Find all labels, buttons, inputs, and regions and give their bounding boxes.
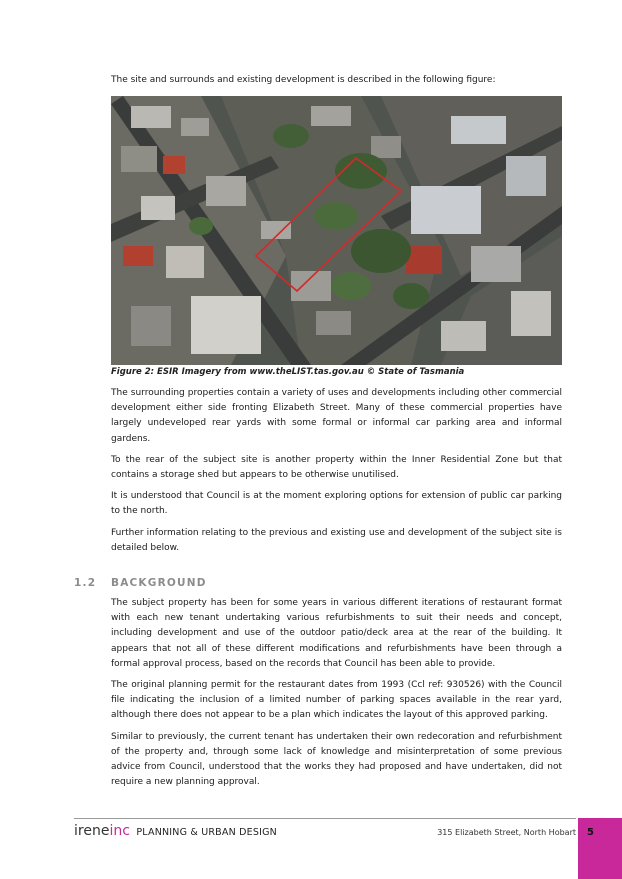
figure-caption: Figure 2: ESIR Imagery from www.theLIST.tas.gov.au © State of Tasmania [111, 367, 465, 377]
logo-text-inc: inc [109, 823, 130, 839]
footer-address: 315 Elizabeth Street, North Hobart [437, 828, 576, 837]
section-number: 1.2 [74, 577, 97, 589]
page-number: 5 [587, 827, 594, 838]
paragraph: The surrounding properties contain a variety of uses and developments including other commercial development either side fronting Elizabeth Street. Many of these commercial properties have largely undeveloped rear yards with some formal or informal car parking area and informal gardens. [111, 388, 562, 444]
page-number-box [578, 818, 622, 879]
paragraph: The subject property has been for some years in various different iterations of restaurant format with each new tenant undertaking various refurbishments to suit their needs and concept, including development and use of the outdoor patio/deck area at the rear of the building. It appears that not all of these different modifications and refurbishments have been through a formal approval process, based on the records that Council has been able to provide. [111, 598, 562, 669]
body-section-a [111, 386, 562, 562]
aerial-imagery-figure [111, 96, 562, 365]
logo-tagline: PLANNING & URBAN DESIGN [136, 827, 277, 838]
paragraph: The original planning permit for the restaurant dates from 1993 (Ccl ref: 930526) with the Council file indicating the inclusion of a limited number of parking spaces available in the rear yard, although there does not appear to be a plan which indicates the layout of this approved parking. [111, 680, 562, 721]
footer-logo [74, 823, 277, 839]
body-section-b [111, 596, 562, 796]
intro-text: The site and surrounds and existing development is described in the following figure: [111, 75, 496, 85]
section-title: BACKGROUND [111, 577, 207, 589]
footer-divider [74, 818, 576, 819]
logo-text-irene: irene [74, 823, 110, 839]
aerial-map-image [111, 96, 562, 365]
paragraph: Further information relating to the previous and existing use and development of the subject site is detailed below. [111, 527, 562, 553]
paragraph: Similar to previously, the current tenant has undertaken their own redecoration and refurbishment of the property and, through some lack of knowledge and misinterpretation of some previous advice from Council, understood that the works they had proposed and have undertaken, did not require a new planning approval. [111, 731, 562, 788]
paragraph: It is understood that Council is at the moment exploring options for extension of public car parking to the north. [111, 491, 562, 517]
section-heading [74, 577, 207, 589]
paragraph: To the rear of the subject site is another property within the Inner Residential Zone but that contains a storage shed but appears to be otherwise unutilised. [111, 454, 562, 481]
